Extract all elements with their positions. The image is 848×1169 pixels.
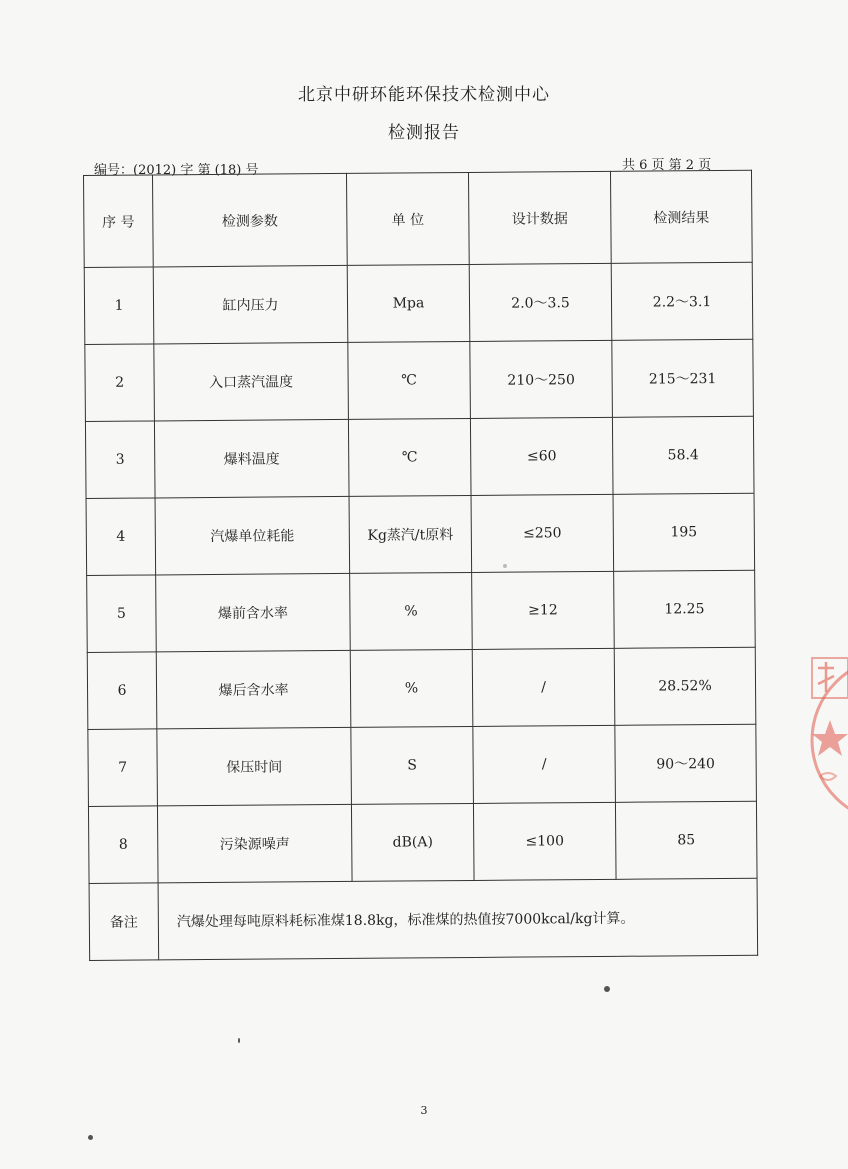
- column-header-no: 序 号: [84, 175, 154, 268]
- cell-unit: %: [350, 572, 473, 650]
- page-title: 北京中研环能环保技术检测中心: [298, 85, 550, 105]
- note-text: 汽爆处理每吨原料耗标准煤18.8kg，标准煤的热值按7000kcal/kg计算。: [158, 878, 758, 960]
- doc-number: 编号：(2012) 字 第 (18) 号: [94, 163, 259, 178]
- cell-design: 210～250: [470, 340, 613, 418]
- cell-unit: Kg蒸汽/t原料: [349, 495, 472, 573]
- note-label: 备注: [89, 883, 159, 961]
- cell-result: 195: [613, 493, 755, 571]
- column-header-design: 设计数据: [468, 171, 611, 264]
- cell-result: 12.25: [614, 570, 756, 648]
- column-header-result: 检测结果: [610, 170, 752, 263]
- table-row: [84, 262, 753, 344]
- cell-param: 爆后含水率: [156, 650, 351, 729]
- cell-design: 2.0～3.5: [469, 263, 612, 341]
- report-table: [83, 170, 758, 961]
- cell-unit: ℃: [348, 418, 471, 496]
- table-row: [86, 493, 755, 575]
- cell-no: 4: [86, 498, 156, 576]
- cell-no: 8: [88, 806, 158, 884]
- cell-design: ≥12: [472, 571, 615, 649]
- cell-no: 7: [88, 729, 158, 807]
- seal-graphic: [804, 650, 848, 830]
- scan-speck: [604, 986, 610, 992]
- cell-no: 2: [85, 344, 155, 422]
- page-subtitle: 检测报告: [388, 123, 460, 143]
- cell-unit: S: [351, 726, 474, 804]
- cell-no: 5: [87, 575, 157, 653]
- cell-result: 2.2～3.1: [611, 262, 753, 340]
- table-row: [88, 724, 757, 806]
- cell-param: 爆前含水率: [156, 573, 351, 652]
- cell-unit: dB(A): [351, 803, 474, 881]
- table-row: [87, 570, 756, 652]
- table-row: [87, 647, 756, 729]
- cell-unit: %: [350, 649, 473, 727]
- cell-result: 58.4: [612, 416, 754, 494]
- cell-param: 汽爆单位耗能: [155, 496, 350, 575]
- cell-no: 1: [84, 267, 154, 345]
- cell-design: ≤60: [470, 417, 613, 495]
- seal-star: [812, 720, 848, 756]
- scan-speck: [503, 564, 507, 568]
- table-row: [88, 801, 757, 883]
- table-header-row: [84, 170, 753, 267]
- red-seal-stamp: [804, 650, 848, 830]
- cell-design: ≤250: [471, 494, 614, 572]
- scan-speck: [88, 1135, 93, 1140]
- cell-result: 215～231: [612, 339, 754, 417]
- cell-result: 90～240: [615, 724, 757, 802]
- cell-unit: Mpa: [347, 264, 470, 342]
- cell-no: 6: [87, 652, 157, 730]
- cell-result: 85: [615, 801, 757, 879]
- cell-param: 保压时间: [157, 727, 352, 806]
- cell-result: 28.52%: [614, 647, 756, 725]
- cell-param: 缸内压力: [153, 265, 348, 344]
- cell-param: 污染源噪声: [157, 804, 352, 883]
- cell-param: 入口蒸汽温度: [154, 342, 349, 421]
- cell-design: /: [473, 725, 616, 803]
- cell-design: /: [472, 648, 615, 726]
- page-count: 共 6 页 第 2 页: [622, 158, 712, 173]
- note-row: [89, 878, 758, 960]
- table-row: [85, 339, 754, 421]
- cell-param: 爆料温度: [154, 419, 349, 498]
- seal-mark: [820, 773, 836, 780]
- cell-unit: ℃: [348, 341, 471, 419]
- page-number: 3: [420, 1104, 428, 1117]
- column-header-param: 检测参数: [153, 173, 348, 267]
- scan-speck: [238, 1038, 240, 1043]
- column-header-unit: 单 位: [346, 172, 469, 265]
- cell-design: ≤100: [473, 802, 616, 880]
- table-row: [85, 416, 754, 498]
- cell-no: 3: [85, 421, 155, 499]
